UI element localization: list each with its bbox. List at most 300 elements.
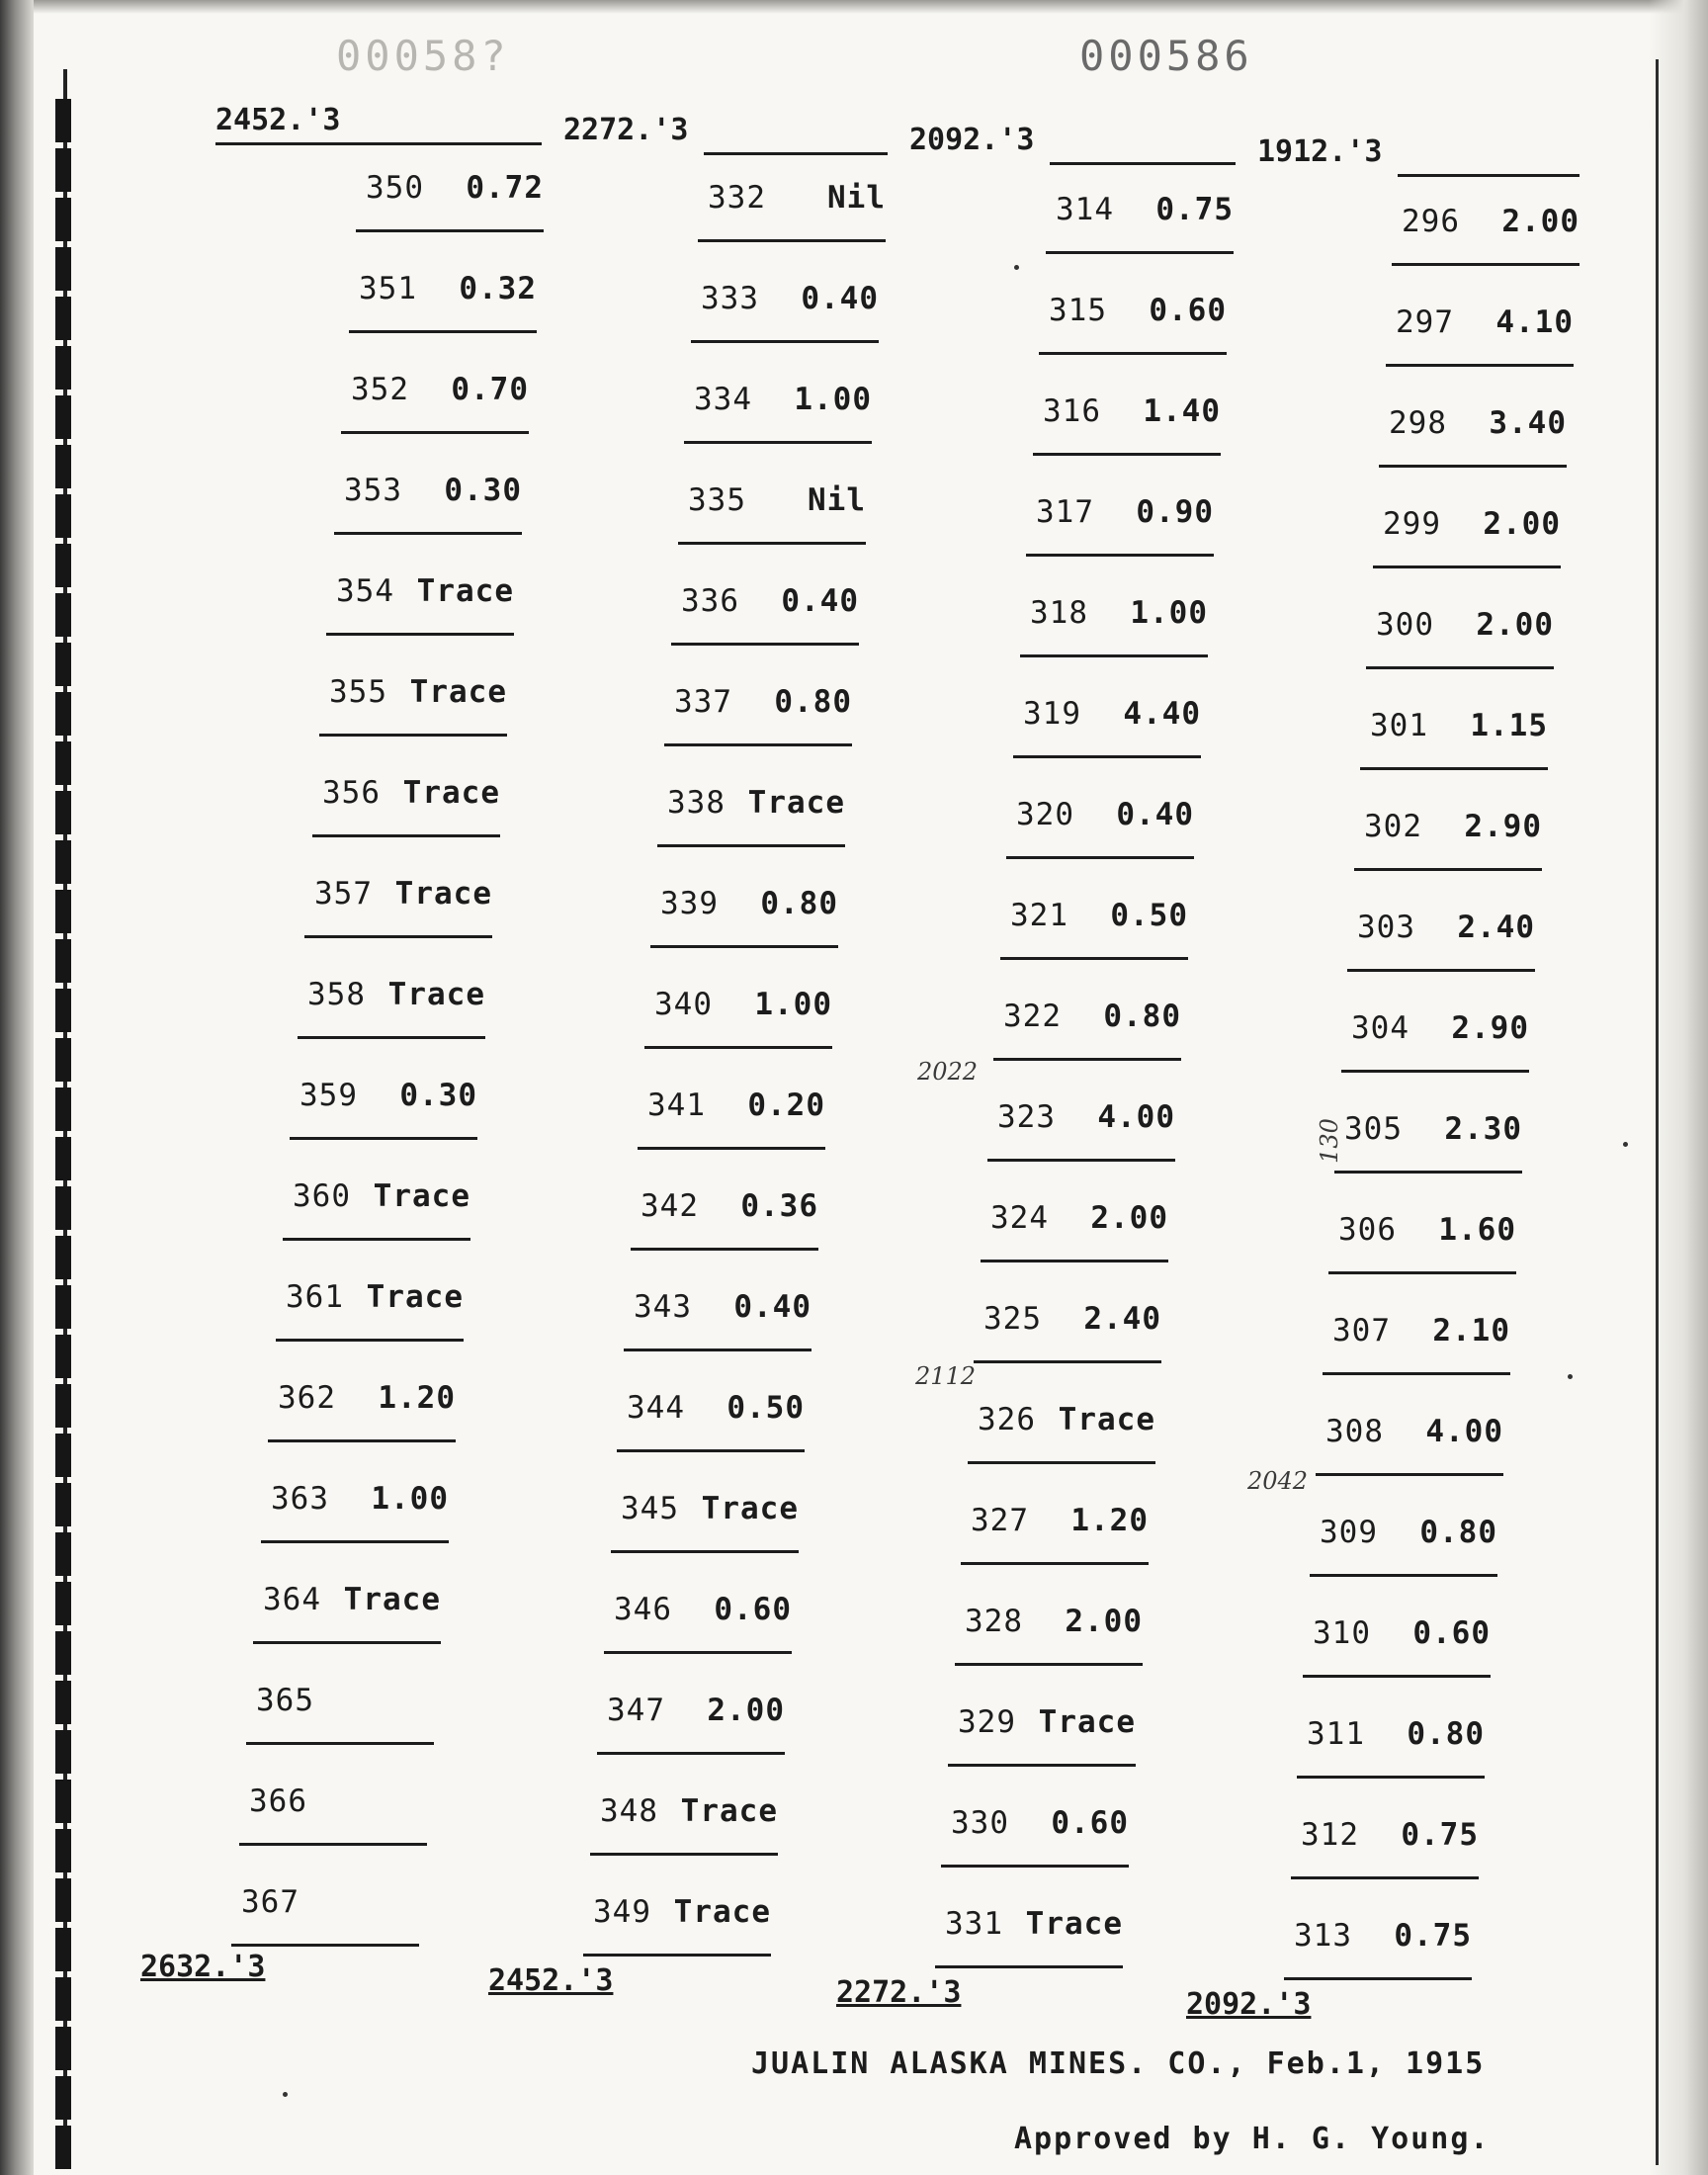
entry-rule [617,1449,805,1452]
binding-hole [55,2027,71,2070]
sample-number: 367 [241,1884,299,1920]
doc-number-faded: 00058? [336,32,510,80]
assay-value: 3.40 [1489,405,1567,441]
assay-entry [624,1289,811,1388]
assay-entry [253,1582,441,1681]
ink-speck [283,2092,288,2097]
column-header-elevation: 2272.'3 [563,113,689,147]
assay-entry [1013,696,1201,795]
sample-number: 331 [945,1906,1003,1942]
sample-number: 366 [249,1784,307,1819]
assay-entry [691,281,879,380]
entry-rule [941,1865,1129,1868]
sample-number: 303 [1357,910,1415,945]
assay-value: 1.00 [1130,595,1208,631]
assay-value: 2.00 [1090,1200,1168,1236]
entry-rule [356,229,544,232]
assay-value: 1.40 [1143,393,1221,429]
sample-number: 337 [674,684,732,720]
entry-rule [1039,352,1227,355]
entry-rule [1366,666,1554,669]
assay-value: 4.40 [1123,696,1201,732]
sample-number: 307 [1332,1313,1391,1348]
entry-rule [968,1461,1155,1464]
ink-speck [1014,265,1019,270]
assay-value: 0.80 [774,684,852,720]
assay-entry [341,372,529,471]
assay-value: 0.20 [747,1088,825,1123]
assay-value: 0.75 [1394,1918,1472,1954]
entry-rule [1334,1171,1522,1174]
assay-entry [261,1481,449,1580]
sample-number: 365 [256,1683,314,1718]
entry-rule [624,1348,811,1351]
assay-value: 1.60 [1438,1212,1516,1248]
binding-hole [55,1829,71,1872]
assay-value: Trace [1058,1402,1155,1437]
sample-number: 346 [614,1592,672,1627]
binding-hole [55,99,71,142]
assay-entry [935,1906,1123,2005]
entry-rule [231,1944,419,1947]
binding-hole [55,840,71,884]
sample-number: 341 [647,1088,706,1123]
assay-value: Trace [409,674,507,710]
left-edge-shadow [0,0,34,2175]
entry-rule [981,1260,1168,1262]
assay-entry [974,1301,1161,1400]
assay-entry [981,1200,1168,1299]
assay-value: 0.40 [1116,797,1194,832]
assay-entry [993,999,1181,1097]
column-header-elevation: 2092.'3 [909,123,1035,157]
assay-entry [1334,1111,1522,1210]
binding-hole [55,1977,71,2021]
ink-speck [1568,1374,1573,1379]
sample-number: 326 [978,1402,1036,1437]
assay-entry [356,170,544,269]
sample-number: 325 [983,1301,1042,1337]
assay-entry [678,482,866,581]
sample-number: 358 [307,977,366,1012]
sample-number: 351 [359,271,417,306]
sample-number: 349 [593,1894,651,1930]
entry-rule [1392,263,1580,266]
entry-rule [349,330,537,333]
assay-value: Trace [1038,1704,1136,1740]
assay-value: 0.80 [1407,1716,1485,1752]
binding-hole [55,2126,71,2169]
entry-rule [1013,755,1201,758]
assay-value: 0.60 [1149,293,1227,328]
assay-value: 0.75 [1401,1817,1479,1853]
assay-value: 0.70 [451,372,529,407]
binding-hole [55,1681,71,1724]
assay-value: 4.00 [1097,1099,1175,1135]
assay-entry [1006,797,1194,896]
entry-rule [974,1360,1161,1363]
entry-rule [304,935,492,938]
assay-value: Trace [387,977,485,1012]
margin-note-d: 130 [1315,1118,1343,1164]
sample-number: 359 [299,1078,358,1113]
assay-value: 1.00 [371,1481,449,1517]
column-footer-elevation: 2272.'3 [836,1975,962,2010]
binding-hole [55,1730,71,1774]
company-date-line: JUALIN ALASKA MINES. CO., Feb.1, 1915 [751,2046,1486,2081]
sample-number: 339 [660,886,719,921]
entry-rule [583,1954,771,1957]
binding-hole [55,1878,71,1922]
entry-rule [326,633,514,636]
assay-entry [657,785,845,884]
assay-value: Trace [402,775,500,811]
assay-entry [941,1805,1129,1904]
assay-value: 2.00 [1476,607,1554,643]
sample-number: 296 [1402,204,1460,239]
sample-number: 335 [688,482,746,518]
sample-number: 353 [344,473,402,508]
sample-number: 355 [329,674,387,710]
assay-entry [1291,1817,1479,1916]
assay-value: 2.10 [1432,1313,1510,1348]
assay-entry [239,1784,427,1882]
binding-hole [55,741,71,785]
entry-rule [1354,868,1542,871]
sample-number: 311 [1307,1716,1365,1752]
sample-number: 300 [1376,607,1434,643]
assay-value: 2.00 [1065,1604,1143,1639]
sample-number: 302 [1364,809,1422,844]
assay-value: 2.00 [707,1693,785,1728]
assay-value: 2.00 [1483,506,1561,542]
sample-number: 304 [1351,1010,1409,1046]
sample-number: 301 [1370,708,1428,743]
right-margin-line [1656,59,1659,2165]
sample-number: 354 [336,573,394,609]
sample-number: 344 [627,1390,685,1426]
assay-value: Trace [416,573,514,609]
binding-hole [55,1384,71,1428]
binding-hole [55,198,71,241]
assay-entry [955,1604,1143,1702]
entry-rule [631,1248,818,1251]
assay-entry [1033,393,1221,492]
binding-hole [55,939,71,983]
binding-hole [55,1236,71,1279]
approval-line: Approved by H. G. Young. [1014,2122,1491,2156]
entry-rule [1020,654,1208,657]
assay-entry [1303,1615,1491,1714]
assay-value: 0.75 [1155,192,1234,227]
sample-number: 308 [1325,1414,1384,1449]
entry-rule [935,1965,1123,1968]
column-header-rule [215,142,542,145]
assay-entry [684,382,872,480]
entry-rule [590,1853,778,1856]
sample-number: 321 [1010,898,1068,933]
binding-hole [55,989,71,1032]
assay-entry [276,1279,464,1378]
sample-number: 360 [293,1178,351,1214]
entry-rule [1328,1271,1516,1274]
entry-rule [283,1238,470,1241]
sample-number: 324 [990,1200,1049,1236]
assay-value: 0.40 [733,1289,811,1325]
assay-entry [638,1088,825,1186]
sample-number: 322 [1003,999,1062,1034]
assay-value: 1.00 [794,382,872,417]
sample-number: 348 [600,1793,658,1829]
entry-rule [948,1764,1136,1767]
assay-entry [304,876,492,975]
binding-hole [55,247,71,291]
assay-value: 0.30 [399,1078,477,1113]
margin-note-b: 2112 [915,1362,977,1390]
top-edge-shadow [0,0,1708,14]
column-header-rule [704,152,888,155]
entry-rule [678,542,866,545]
sample-number: 362 [278,1380,336,1416]
assay-entry [1323,1313,1510,1412]
assay-entry [1347,910,1535,1008]
binding-hole [55,445,71,488]
entry-rule [246,1742,434,1745]
assay-entry [1316,1414,1503,1513]
assay-value: 0.90 [1136,494,1214,530]
sample-number: 298 [1389,405,1447,441]
assay-value: 2.90 [1451,1010,1529,1046]
assay-value: Trace [343,1582,441,1617]
assay-value: Trace [680,1793,778,1829]
assay-entry [597,1693,785,1791]
assay-entry [246,1683,434,1782]
binding-hole [55,2076,71,2120]
column-header-rule [1398,174,1580,177]
entry-rule [1291,1876,1479,1879]
sample-number: 336 [681,583,739,619]
entry-rule [268,1439,456,1442]
sample-number: 320 [1016,797,1074,832]
sample-number: 299 [1383,506,1441,542]
entry-rule [597,1752,785,1755]
binding-hole [55,1186,71,1230]
assay-entry [319,674,507,773]
entry-rule [1303,1675,1491,1678]
sample-number: 332 [708,180,766,216]
column-header-rule [1050,162,1236,165]
sample-number: 338 [667,785,726,821]
sample-number: 309 [1320,1515,1378,1550]
sample-number: 350 [366,170,424,206]
binding-hole [55,1335,71,1378]
entry-rule [664,743,852,746]
assay-value: Trace [673,1894,771,1930]
assay-value: 0.60 [714,1592,792,1627]
entry-rule [1297,1776,1485,1779]
entry-rule [698,239,886,242]
entry-rule [1341,1070,1529,1073]
sample-number: 345 [621,1491,679,1526]
assay-entry [1328,1212,1516,1311]
assay-entry [283,1178,470,1277]
assay-entry [1310,1515,1497,1613]
binding-hole [55,1137,71,1180]
sample-number: 352 [351,372,409,407]
assay-value: Trace [394,876,492,912]
sample-number: 315 [1049,293,1107,328]
sample-number: 314 [1056,192,1114,227]
assay-value: Nil [808,482,866,518]
entry-rule [1284,1977,1472,1980]
assay-entry [268,1380,456,1479]
entry-rule [955,1663,1143,1666]
assay-entry [1020,595,1208,694]
assay-entry [671,583,859,682]
assay-entry [1392,204,1580,303]
assay-entry [1373,506,1561,605]
sample-number: 306 [1338,1212,1397,1248]
sample-number: 361 [286,1279,344,1315]
assay-value: 4.00 [1425,1414,1503,1449]
assay-value: 2.30 [1444,1111,1522,1147]
margin-note-c: 2042 [1247,1467,1309,1495]
binding-hole [55,494,71,538]
assay-value: Trace [747,785,845,821]
binding-hole [55,1088,71,1131]
assay-entry [617,1390,805,1489]
sample-number: 342 [640,1188,699,1224]
assay-value: 4.10 [1495,304,1574,340]
doc-number: 000586 [1079,32,1253,80]
assay-value: Trace [366,1279,464,1315]
entry-rule [961,1562,1149,1565]
assay-value: 0.80 [760,886,838,921]
entry-rule [987,1159,1175,1162]
binding-hole [55,1285,71,1329]
binding-hole [55,346,71,390]
binding-hole [55,1434,71,1477]
assay-value: 2.40 [1457,910,1535,945]
sample-number: 305 [1344,1111,1403,1147]
assay-entry [312,775,500,874]
assay-value: 0.30 [444,473,522,508]
entry-rule [1360,767,1548,770]
sample-number: 364 [263,1582,321,1617]
binding-hole [55,692,71,736]
sample-number: 297 [1396,304,1454,340]
assay-entry [664,684,852,783]
entry-rule [1323,1372,1510,1375]
sample-number: 318 [1030,595,1088,631]
entry-rule [298,1036,485,1039]
column-footer-elevation: 2452.'3 [488,1963,614,1998]
assay-entry [290,1078,477,1176]
entry-rule [276,1339,464,1342]
binding-hole [55,890,71,933]
entry-rule [691,340,879,343]
entry-rule [684,441,872,444]
binding-hole [55,544,71,587]
binding-hole [55,395,71,439]
binding-hole [55,1780,71,1823]
assay-entry [987,1099,1175,1198]
entry-rule [319,734,507,737]
assay-entry [1360,708,1548,807]
entry-rule [1000,957,1188,960]
entry-rule [1310,1574,1497,1577]
sample-number: 317 [1036,494,1094,530]
margin-note-a: 2022 [917,1058,979,1086]
entry-rule [604,1651,792,1654]
sample-number: 333 [701,281,759,316]
entry-rule [239,1843,427,1846]
assay-value: 0.80 [1103,999,1181,1034]
binding-hole [55,148,71,192]
column-footer-elevation: 2092.'3 [1186,1987,1312,2022]
assay-entry [590,1793,778,1892]
assay-entry [644,987,832,1086]
entry-rule [312,834,500,837]
entry-rule [650,945,838,948]
assay-entry [1039,293,1227,392]
entry-rule [290,1137,477,1140]
assay-value: 1.20 [378,1380,456,1416]
binding-hole [55,1038,71,1082]
entry-rule [341,431,529,434]
entry-rule [334,532,522,535]
assay-value: 0.60 [1051,1805,1129,1841]
assay-value: 0.50 [1110,898,1188,933]
entry-rule [1347,969,1535,972]
entry-rule [644,1046,832,1049]
sample-number: 323 [997,1099,1056,1135]
assay-entry [1366,607,1554,706]
assay-entry [1297,1716,1485,1815]
assay-entry [349,271,537,370]
entry-rule [1046,251,1234,254]
assay-entry [961,1503,1149,1602]
column-header-elevation: 2452.'3 [215,103,341,137]
binding-hole [55,1582,71,1625]
sample-number: 312 [1301,1817,1359,1853]
assay-value: 1.20 [1070,1503,1149,1538]
assay-entry [1379,405,1567,504]
entry-rule [1379,465,1567,468]
assay-entry [298,977,485,1076]
assay-entry [1341,1010,1529,1109]
assay-value: 0.32 [459,271,537,306]
entry-rule [1006,856,1194,859]
sample-number: 310 [1313,1615,1371,1651]
binding-hole [55,1532,71,1576]
entry-rule [261,1540,449,1543]
sample-number: 340 [654,987,713,1022]
assay-value: 2.90 [1464,809,1542,844]
entry-rule [993,1058,1181,1061]
entry-rule [253,1641,441,1644]
sample-number: 327 [971,1503,1029,1538]
sample-number: 357 [314,876,373,912]
sample-number: 329 [958,1704,1016,1740]
assay-entry [611,1491,799,1590]
entry-rule [1033,453,1221,456]
assay-entry [631,1188,818,1287]
assay-entry [1026,494,1214,593]
assay-entry [334,473,522,571]
assay-value: 2.40 [1083,1301,1161,1337]
sample-number: 330 [951,1805,1009,1841]
